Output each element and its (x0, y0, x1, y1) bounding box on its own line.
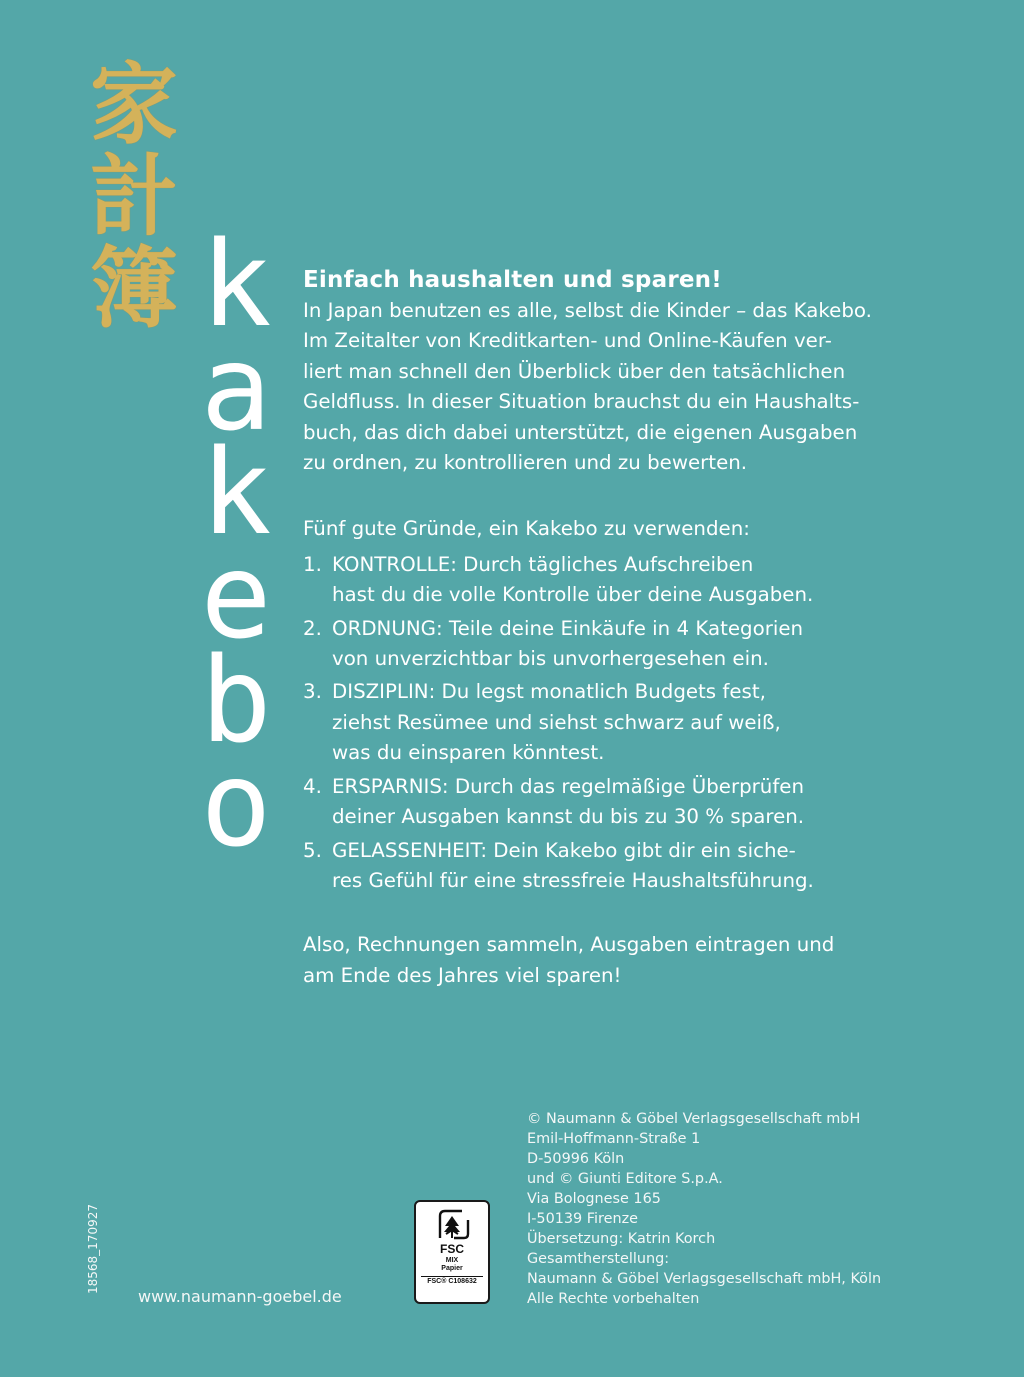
imprint-line: Übersetzung: Katrin Korch (527, 1231, 716, 1247)
title-letter: k (200, 423, 272, 561)
intro-paragraph (303, 296, 923, 478)
reason-item (303, 677, 923, 768)
intro-line: buch, das dich dabei unterstützt, die eigenen Ausgaben (303, 420, 858, 444)
kanji-char-kei: 計 (89, 144, 178, 248)
title-letter: a (200, 319, 272, 457)
reason-text (332, 677, 923, 768)
imprint-line: I-50139 Firenze (527, 1211, 638, 1227)
reason-line: hast du die volle Kontrolle über deine Ausgaben. (332, 583, 814, 607)
kanji-title (86, 52, 182, 340)
title-letter: o (200, 735, 272, 873)
kanji-char-bo: 簿 (89, 236, 178, 340)
reason-line: deiner Ausgaben kannst du bis zu 30 % sparen. (332, 805, 805, 829)
reason-line: DISZIPLIN: Du legst monatlich Budgets fest, (332, 680, 766, 704)
imprint-line: Via Bolognese 165 (527, 1191, 661, 1207)
title-letter: b (200, 631, 272, 769)
intro-line: In Japan benutzen es alle, selbst die Kinder – das Kakebo. (303, 299, 872, 322)
reason-line: GELASSENHEIT: Dein Kakebo gibt dir ein siche- (332, 838, 796, 862)
kanji-char-ka: 家 (89, 52, 178, 156)
title-letter: k (200, 215, 272, 353)
imprint-line: und © Giunti Editore S.p.A. (527, 1171, 723, 1187)
reason-item (303, 772, 923, 833)
website-link[interactable]: www.naumann-goebel.de (138, 1287, 342, 1306)
product-code: 18568_170927 (86, 1204, 100, 1294)
kakebo-vertical-title (186, 215, 286, 873)
reason-number: 2. (303, 616, 322, 640)
intro-line: Im Zeitalter von Kreditkarten- und Online-Käufen ver- (303, 329, 832, 353)
fsc-name: FSC (440, 1242, 464, 1256)
closing-paragraph (303, 930, 923, 991)
reason-number: 5. (303, 838, 322, 862)
reason-line: ERSPARNIS: Durch das regelmäßige Überprüfen (332, 774, 805, 798)
fsc-logo (414, 1200, 490, 1304)
reason-number: 4. (303, 774, 322, 798)
reason-item (303, 836, 923, 897)
reason-line: was du einsparen könntest. (332, 741, 605, 765)
reasons-title: Fünf gute Gründe, ein Kakebo zu verwenden: (303, 517, 750, 541)
closing-line: am Ende des Jahres viel sparen! (303, 963, 622, 987)
imprint-block (527, 1109, 927, 1309)
imprint-line: Gesamtherstellung: (527, 1251, 670, 1267)
fsc-code: FSC® C108632 (427, 1278, 477, 1285)
reason-text (332, 550, 923, 611)
reason-line: KONTROLLE: Durch tägliches Aufschreiben (332, 552, 754, 576)
reason-number: 1. (303, 552, 322, 576)
main-text-block (303, 264, 923, 991)
reason-text (332, 772, 923, 833)
reason-text (332, 614, 923, 675)
fsc-tree-icon (432, 1208, 472, 1242)
imprint-line: © Naumann & Göbel Verlagsgesellschaft mbH (527, 1111, 861, 1127)
closing-line: Also, Rechnungen sammeln, Ausgaben eintragen und (303, 933, 835, 957)
reason-text (332, 836, 923, 897)
reason-line: ziehst Resümee und siehst schwarz auf weiß, (332, 710, 781, 734)
reason-number: 3. (303, 680, 322, 704)
intro-line: Geldfluss. In dieser Situation brauchst du ein Haushalts- (303, 390, 860, 414)
reason-line: von unverzichtbar bis unvorhergesehen ein. (332, 647, 769, 671)
reasons-list (303, 550, 923, 896)
fsc-mix: MIX (445, 1257, 459, 1264)
title-letter: e (200, 527, 272, 665)
imprint-line: D-50996 Köln (527, 1151, 625, 1167)
imprint-line: Naumann & Göbel Verlagsgesellschaft mbH, Köln (527, 1271, 882, 1287)
imprint-line: Alle Rechte vorbehalten (527, 1291, 700, 1307)
reason-item (303, 614, 923, 675)
intro-line: liert man schnell den Überblick über den tatsächlichen (303, 359, 846, 383)
headline: Einfach haushalten und sparen! (303, 267, 722, 293)
reason-line: ORDNUNG: Teile deine Einkäufe in 4 Kategorien (332, 616, 804, 640)
reason-line: res Gefühl für eine stressfreie Haushaltsführung. (332, 868, 814, 892)
fsc-paper: Papier (441, 1265, 463, 1272)
imprint-line: Emil-Hoffmann-Straße 1 (527, 1131, 701, 1147)
intro-line: zu ordnen, zu kontrollieren und zu bewerten. (303, 451, 748, 475)
reason-item (303, 550, 923, 611)
